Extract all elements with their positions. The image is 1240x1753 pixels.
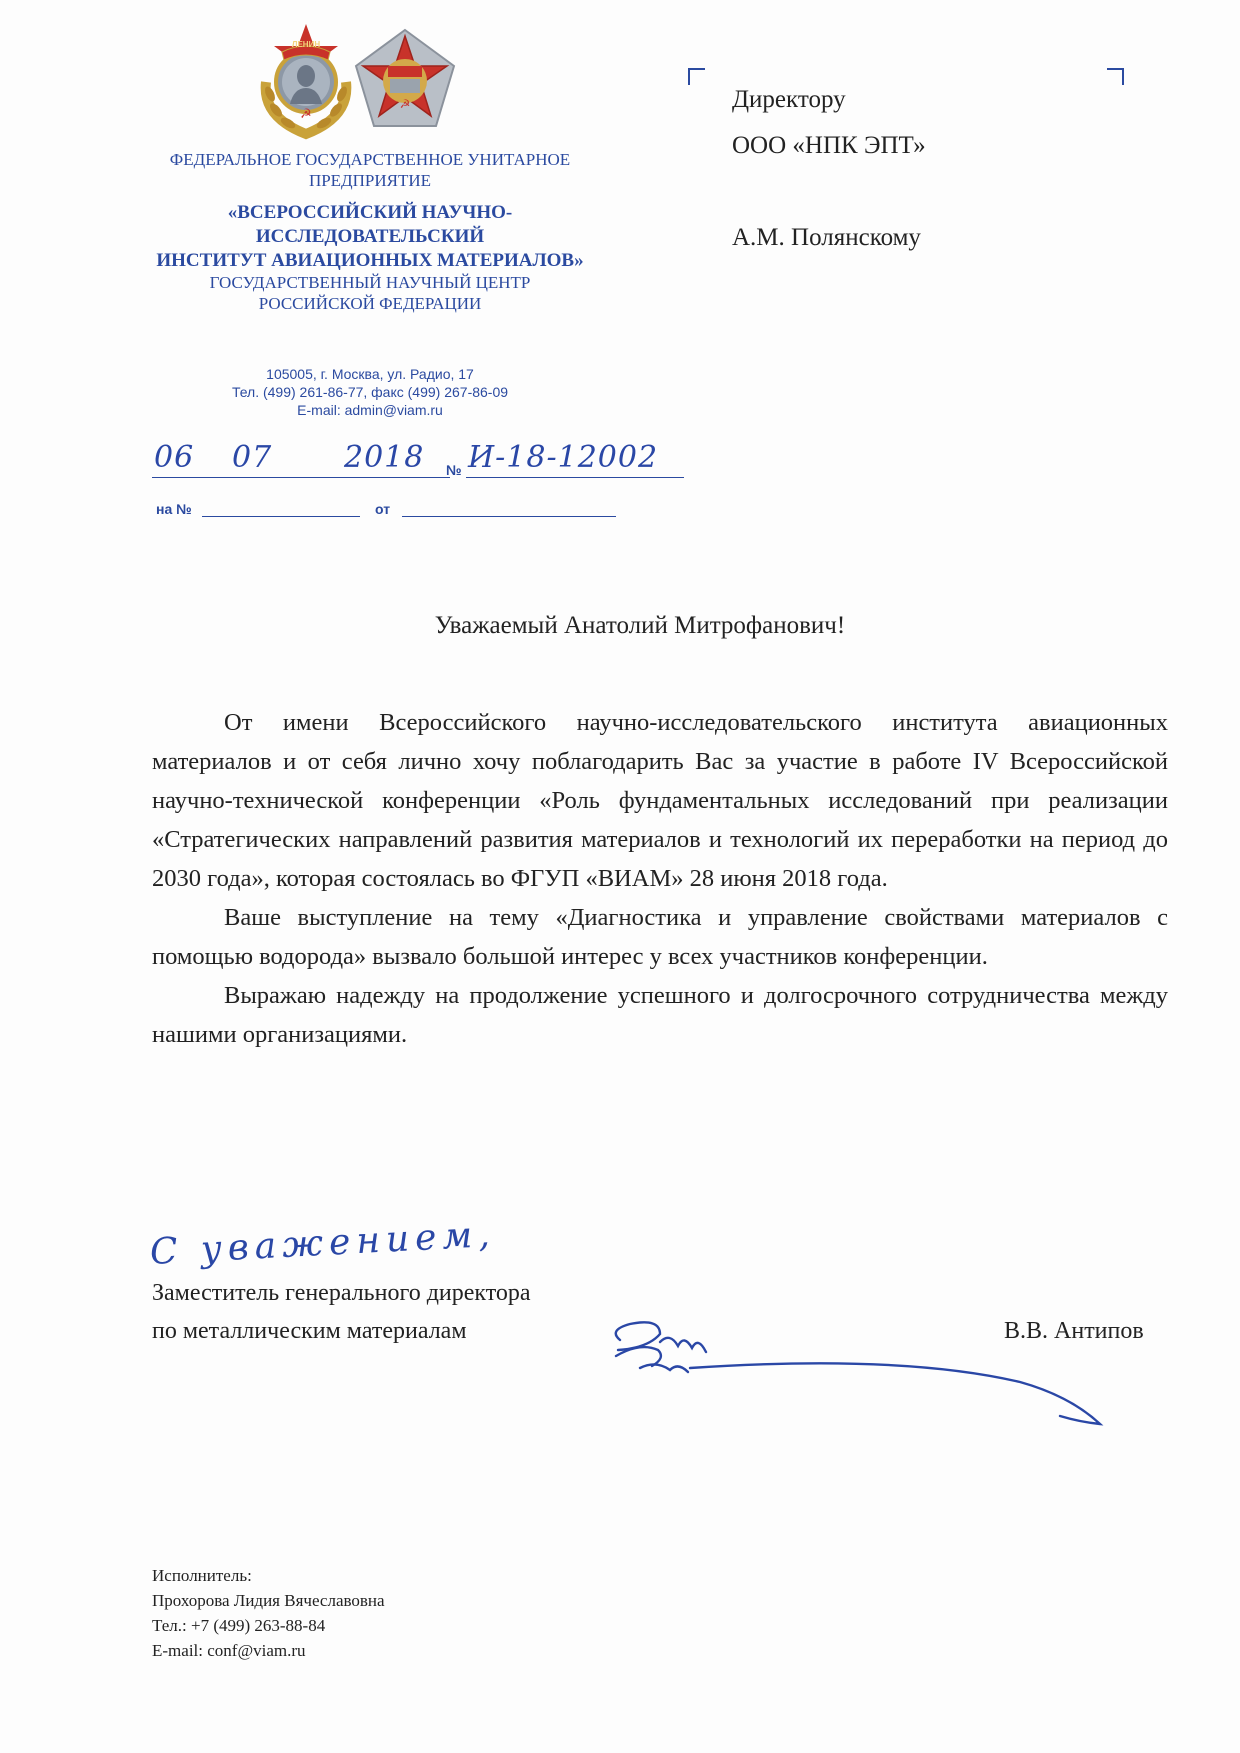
svg-text:☭: ☭ xyxy=(300,107,312,122)
executor-label: Исполнитель: xyxy=(152,1566,252,1585)
org-type-line-1: ФЕДЕРАЛЬНОЕ ГОСУДАРСТВЕННОЕ УНИТАРНОЕ xyxy=(169,150,571,169)
org-phone-fax: Тел. (499) 261-86-77, факс (499) 267-86-09 xyxy=(231,384,509,400)
signatory-name: В.В. Антипов xyxy=(1004,1318,1144,1344)
reg-number: И-18-12002 xyxy=(468,440,659,475)
org-type-line-2: ПРЕДПРИЯТИЕ xyxy=(308,171,432,190)
org-type xyxy=(130,149,610,191)
corner-mark-right xyxy=(1106,68,1124,86)
executor-phone: Тел.: +7 (499) 263-88-84 xyxy=(152,1616,326,1635)
addressee-company: ООО «НПК ЭПТ» xyxy=(732,132,926,159)
org-name-line-3: ИНСТИТУТ АВИАЦИОННЫХ МАТЕРИАЛОВ» xyxy=(156,250,584,271)
org-address: 105005, г. Москва, ул. Радио, 17 xyxy=(266,366,474,382)
ref-number-underline xyxy=(202,516,360,517)
org-contacts xyxy=(130,365,610,419)
org-name-line-2: ИССЛЕДОВАТЕЛЬСКИЙ xyxy=(255,226,485,247)
svg-text:☭: ☭ xyxy=(399,97,411,111)
ref-date-underline xyxy=(402,516,616,517)
executor-email: E-mail: conf@viam.ru xyxy=(152,1641,306,1660)
handwritten-signature xyxy=(600,1312,1120,1452)
reg-year: 2018 xyxy=(344,440,425,475)
salutation: Уважаемый Анатолий Митрофанович! xyxy=(434,612,846,639)
order-badge-inscription: ЛЕНИН xyxy=(291,40,321,49)
date-underline xyxy=(152,477,450,478)
science-center xyxy=(130,272,610,314)
addressee-title: Директору xyxy=(732,86,846,113)
executor-name: Прохорова Лидия Вячеславовна xyxy=(152,1591,385,1610)
body-paragraph: Ваше выступление на тему «Диагностика и управление свойствами материалов с помощью водорода» вызвало большой интерес у всех участников конференции. xyxy=(152,904,1168,970)
letter-body xyxy=(152,703,1168,1054)
reg-month: 07 xyxy=(232,440,273,475)
science-center-line-1: ГОСУДАРСТВЕННЫЙ НАУЧНЫЙ ЦЕНТР xyxy=(209,273,531,292)
org-email: E-mail: admin@viam.ru xyxy=(297,402,443,418)
org-name xyxy=(130,201,610,273)
order-of-october-revolution-icon xyxy=(352,26,458,134)
reg-number-underline xyxy=(466,477,684,478)
handwritten-closing: С уважением, xyxy=(148,1213,497,1273)
ref-from-label: от xyxy=(375,501,391,517)
signatory-position-line-2: по металлическим материалам xyxy=(152,1318,467,1344)
executor-block xyxy=(152,1563,385,1663)
addressee-name: А.М. Полянскому xyxy=(732,224,921,251)
reg-number-label: № xyxy=(446,462,462,478)
body-paragraph: Выражаю надежду на продолжение успешного и долгосрочного сотрудничества между нашими организациями. xyxy=(152,982,1168,1048)
ref-label: на № xyxy=(156,501,192,517)
science-center-line-2: РОССИЙСКОЙ ФЕДЕРАЦИИ xyxy=(258,294,482,313)
reg-day: 06 xyxy=(154,440,195,475)
body-paragraph: От имени Всероссийского научно-исследовательского института авиационных материалов и от себя лично хочу поблагодарить Вас за участие в работе IV Всероссийской научно-технической конференции «Роль фундаментальных исследований при реализации «Стратегических направлений развития материалов и технологий их переработки на период до 2030 года», которая состоялась во ФГУП «ВИАМ» 28 июня 2018 года. xyxy=(152,709,1168,892)
org-name-line-1: «ВСЕРОССИЙСКИЙ НАУЧНО- xyxy=(227,202,513,223)
signatory-position-line-1: Заместитель генерального директора xyxy=(152,1280,531,1306)
corner-mark-left xyxy=(688,68,706,86)
